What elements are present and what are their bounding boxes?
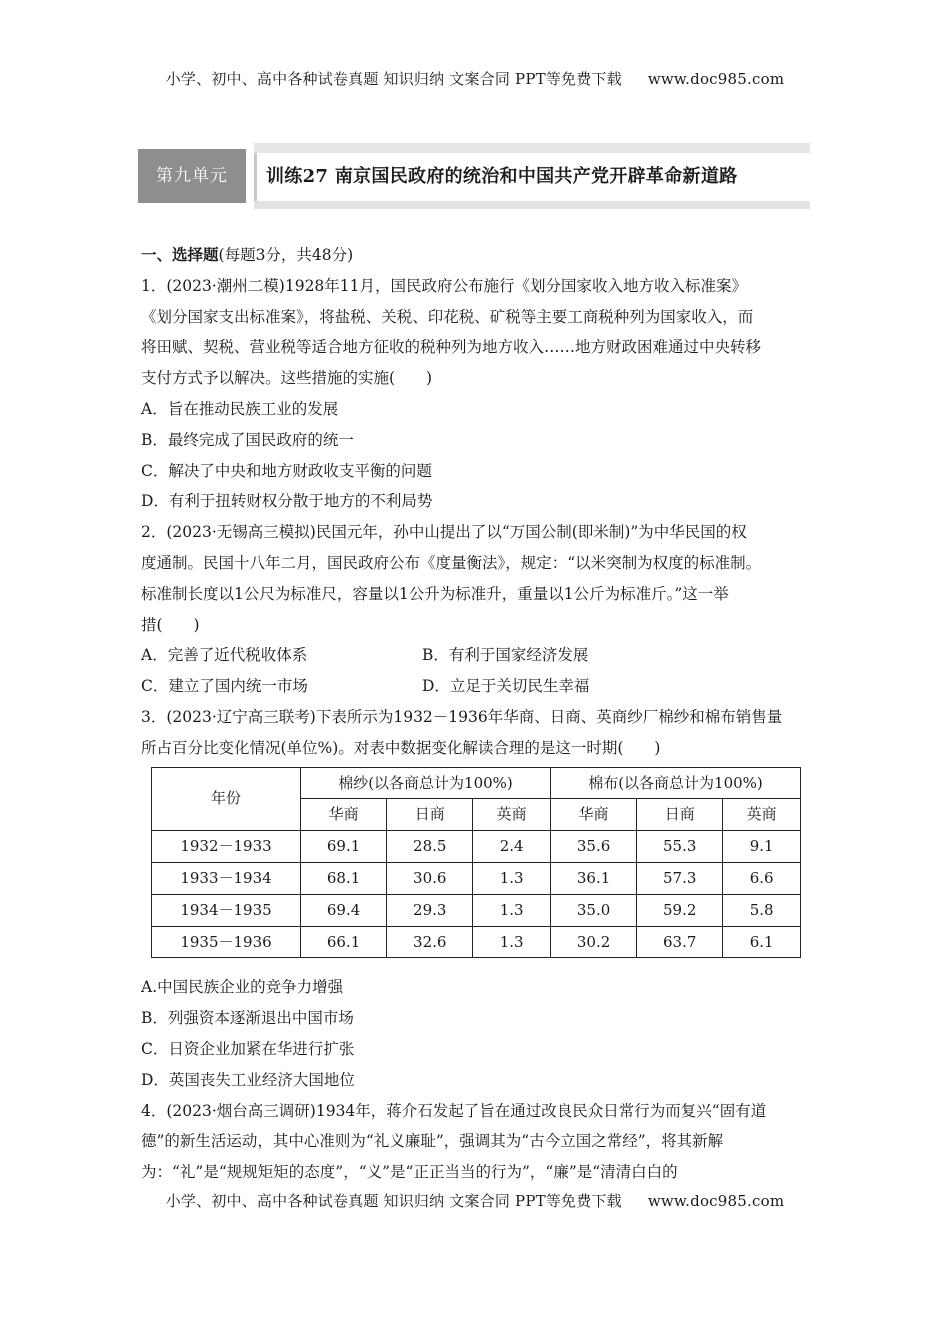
option-b[interactable]: B．列强资本逐渐退出中国市场 bbox=[141, 1009, 354, 1028]
footer-text: 小学、初中、高中各种试卷真题 知识归纳 文案合同 PPT等免费下载 bbox=[165, 1192, 622, 1210]
cloth-header: 棉布(以各商总计为100%) bbox=[550, 767, 800, 799]
value-cell: 36.1 bbox=[550, 862, 636, 894]
value-cell: 1.3 bbox=[473, 894, 551, 926]
value-cell: 69.1 bbox=[301, 831, 387, 863]
option-d[interactable]: D．立足于关切民生幸福 bbox=[422, 677, 590, 696]
option-a[interactable]: A.中国民族企业的竞争力增强 bbox=[141, 978, 344, 997]
option-d[interactable]: D．有利于扭转财权分散于地方的不利局势 bbox=[141, 492, 433, 511]
option-a[interactable]: A．旨在推动民族工业的发展 bbox=[141, 399, 339, 418]
header-url: www.doc985.com bbox=[647, 70, 785, 88]
option-b[interactable]: B．有利于国家经济发展 bbox=[422, 646, 589, 665]
option-c[interactable]: C．建立了国内统一市场 bbox=[141, 677, 308, 696]
section-heading: 一、选择题(每题3分，共48分) bbox=[141, 245, 354, 264]
value-cell: 9.1 bbox=[723, 831, 801, 863]
sales-table bbox=[151, 767, 801, 959]
option-a[interactable]: A．完善了近代税收体系 bbox=[141, 646, 308, 665]
footer-url: www.doc985.com bbox=[647, 1192, 785, 1210]
question-4: 4．(2023·烟台高三调研)1934年，蒋介石发起了旨在通过改良民众日常行为而复兴“固有道 德”的新生活运动，其中心准则为“礼义廉耻”，强调其为“古今立国之常经”，将其新解 为：“礼”是“规规矩矩的态度”，“义”是“正正当当的行为”，“廉”是“清清白白的 bbox=[141, 1101, 767, 1182]
value-cell: 35.6 bbox=[550, 831, 636, 863]
value-cell: 2.4 bbox=[473, 831, 551, 863]
value-cell: 32.6 bbox=[387, 926, 473, 958]
table-row bbox=[152, 926, 801, 958]
value-cell: 5.8 bbox=[723, 894, 801, 926]
value-cell: 68.1 bbox=[301, 862, 387, 894]
question-number: 3．(2023·辽宁高三联考) bbox=[141, 707, 316, 726]
value-cell: 6.6 bbox=[723, 862, 801, 894]
column-header: 华商 bbox=[301, 799, 387, 831]
value-cell: 63.7 bbox=[637, 926, 723, 958]
question-number: 2．(2023·无锡高三模拟) bbox=[141, 523, 316, 542]
year-header: 年份 bbox=[152, 767, 301, 831]
column-header: 日商 bbox=[637, 799, 723, 831]
question-1: 1．(2023·潮州二模)1928年11月，国民政府公布施行《划分国家收入地方收入标准案》 《划分国家支出标准案》，将盐税、关税、印花税、矿税等主要工商税种列为国家收入，而 将田赋、契税、营业税等适合地方征收的税种列为地方收入……地方财政困难通过中央转移 支付方式予以解决。这些措施的实施( ) A．旨在推动民族工业的发展 B．最终完成了国民政府的统一 C．解决了中央和地方财政收支平衡的问题 D．有利于扭转财权分散于地方的不利局势 bbox=[141, 271, 811, 517]
value-cell: 55.3 bbox=[637, 831, 723, 863]
unit-banner bbox=[138, 143, 810, 213]
table-header-row bbox=[152, 767, 801, 799]
question-2: 2．(2023·无锡高三模拟)民国元年，孙中山提出了以“万国公制(即米制)”为中华民国的权 度通制。民国十八年二月，国民政府公布《度量衡法》，规定：“以米突制为权度的标准制。 标准制长度以1公尺为标准尺，容量以1公升为标准升，重量以1公斤为标准斤。”这一举 措( ) A．完善了近代税收体系 B．有利于国家经济发展 C．建立了国内统一市场 D．立足于关切民生幸福 bbox=[141, 517, 811, 702]
value-cell: 6.1 bbox=[723, 926, 801, 958]
table-row bbox=[152, 831, 801, 863]
value-cell: 35.0 bbox=[550, 894, 636, 926]
column-header: 华商 bbox=[550, 799, 636, 831]
question-3: 3．(2023·辽宁高三联考)下表所示为1932－1936年华商、日商、英商纱厂棉纱和棉布销售量 所占百分比变化情况(单位%)。对表中数据变化解读合理的是这一时期( ) 年份 棉纱(以各商总计为100%) 棉布(以各商总计为100%) 华商 日商 英商 华商 日商 英商 1932－1933 69.1 28.5 2.4 35.6 55.3 9.1 1933－1934 68.1 30.6 1.3 36.1 57.3 6.6 1934－1935 69.4 29.3 1.3 35.0 59.2 5.8 1935－1936 66.1 32.6 1.3 30.2 63.7 6.1 A.中国民族企业的竞争力增强 B．列强资本逐渐退出中国市场 C．日资企业加紧在华进行扩张 D．英国丧失工业经济大国地位 bbox=[141, 702, 811, 1096]
column-header: 日商 bbox=[387, 799, 473, 831]
unit-label: 第九单元 bbox=[138, 149, 246, 203]
page-footer bbox=[0, 1190, 950, 1211]
value-cell: 59.2 bbox=[637, 894, 723, 926]
option-b[interactable]: B．最终完成了国民政府的统一 bbox=[141, 430, 354, 449]
option-d[interactable]: D．英国丧失工业经济大国地位 bbox=[141, 1070, 355, 1089]
value-cell: 1.3 bbox=[473, 862, 551, 894]
column-header: 英商 bbox=[473, 799, 551, 831]
value-cell: 66.1 bbox=[301, 926, 387, 958]
year-cell: 1932－1933 bbox=[152, 831, 301, 863]
header-text: 小学、初中、高中各种试卷真题 知识归纳 文案合同 PPT等免费下载 bbox=[165, 70, 622, 88]
yarn-header: 棉纱(以各商总计为100%) bbox=[301, 767, 551, 799]
option-c[interactable]: C．解决了中央和地方财政收支平衡的问题 bbox=[141, 461, 432, 480]
value-cell: 30.6 bbox=[387, 862, 473, 894]
year-cell: 1933－1934 bbox=[152, 862, 301, 894]
value-cell: 30.2 bbox=[550, 926, 636, 958]
value-cell: 28.5 bbox=[387, 831, 473, 863]
question-number: 1．(2023·潮州二模) bbox=[141, 276, 285, 295]
value-cell: 57.3 bbox=[637, 862, 723, 894]
table-row bbox=[152, 862, 801, 894]
value-cell: 69.4 bbox=[301, 894, 387, 926]
question-number: 4．(2023·烟台高三调研) bbox=[141, 1101, 316, 1120]
page-title: 训练27 南京国民政府的统治和中国共产党开辟革命新道路 bbox=[266, 166, 738, 187]
title-bar bbox=[254, 143, 810, 209]
table-row bbox=[152, 894, 801, 926]
exercise-content bbox=[141, 240, 811, 1188]
option-c[interactable]: C．日资企业加紧在华进行扩张 bbox=[141, 1039, 355, 1058]
value-cell: 1.3 bbox=[473, 926, 551, 958]
year-cell: 1935－1936 bbox=[152, 926, 301, 958]
page-header bbox=[0, 68, 950, 89]
year-cell: 1934－1935 bbox=[152, 894, 301, 926]
value-cell: 29.3 bbox=[387, 894, 473, 926]
column-header: 英商 bbox=[723, 799, 801, 831]
title-separator bbox=[254, 153, 257, 201]
